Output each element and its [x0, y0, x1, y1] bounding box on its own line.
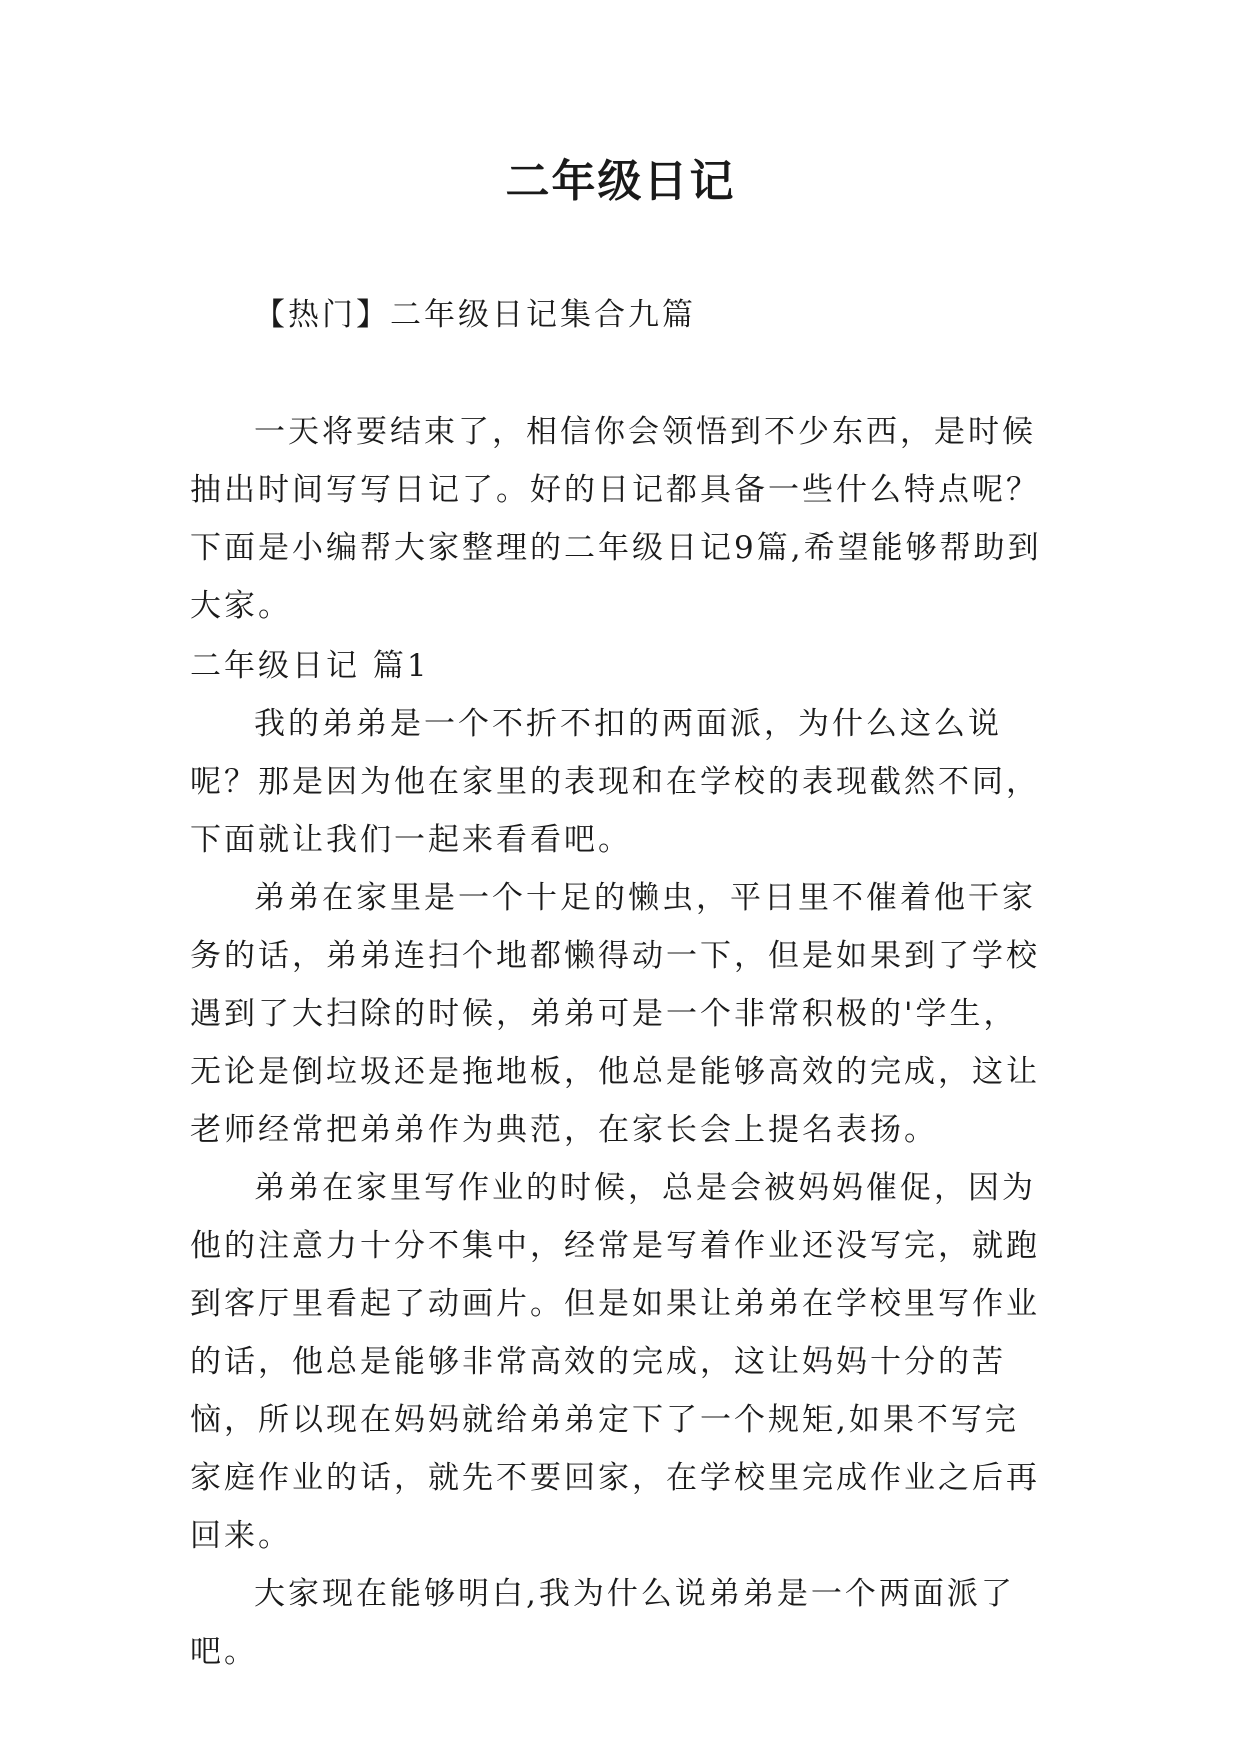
document-title: 二年级日记	[505, 156, 736, 207]
story-body	[190, 695, 1050, 1681]
story-paragraph: 我的弟弟是一个不折不扣的两面派，为什么这么说呢？那是因为他在家里的表现和在学校的表现截然不同，下面就让我们一起来看看吧。	[190, 706, 1040, 858]
intro-paragraph: 一天将要结束了，相信你会领悟到不少东西，是时候抽出时间写写日记了。好的日记都具备一些什么特点呢？下面是小编帮大家整理的二年级日记9篇,希望能够帮助到大家。	[190, 414, 1042, 624]
story-paragraph: 弟弟在家里写作业的时候，总是会被妈妈催促，因为他的注意力十分不集中，经常是写着作业还没写完，就跑到客厅里看起了动画片。但是如果让弟弟在学校里写作业的话，他总是能够非常高效的完成，这让妈妈十分的苦恼，所以现在妈妈就给弟弟定下了一个规矩,如果不写完家庭作业的话，就先不要回家，在学校里完成作业之后再回来。	[190, 1170, 1040, 1554]
story-paragraph: 大家现在能够明白,我为什么说弟弟是一个两面派了吧。	[190, 1576, 1015, 1670]
section-heading: 二年级日记 篇1	[190, 648, 430, 684]
story-paragraph: 弟弟在家里是一个十足的懒虫，平日里不催着他干家务的话，弟弟连扫个地都懒得动一下，但是如果到了学校遇到了大扫除的时候，弟弟可是一个非常积极的'学生，无论是倒垃圾还是拖地板，他总是能够高效的完成，这让老师经常把弟弟作为典范，在家长会上提名表扬。	[190, 880, 1040, 1148]
document-subtitle: 【热门】二年级日记集合九篇	[254, 297, 696, 333]
